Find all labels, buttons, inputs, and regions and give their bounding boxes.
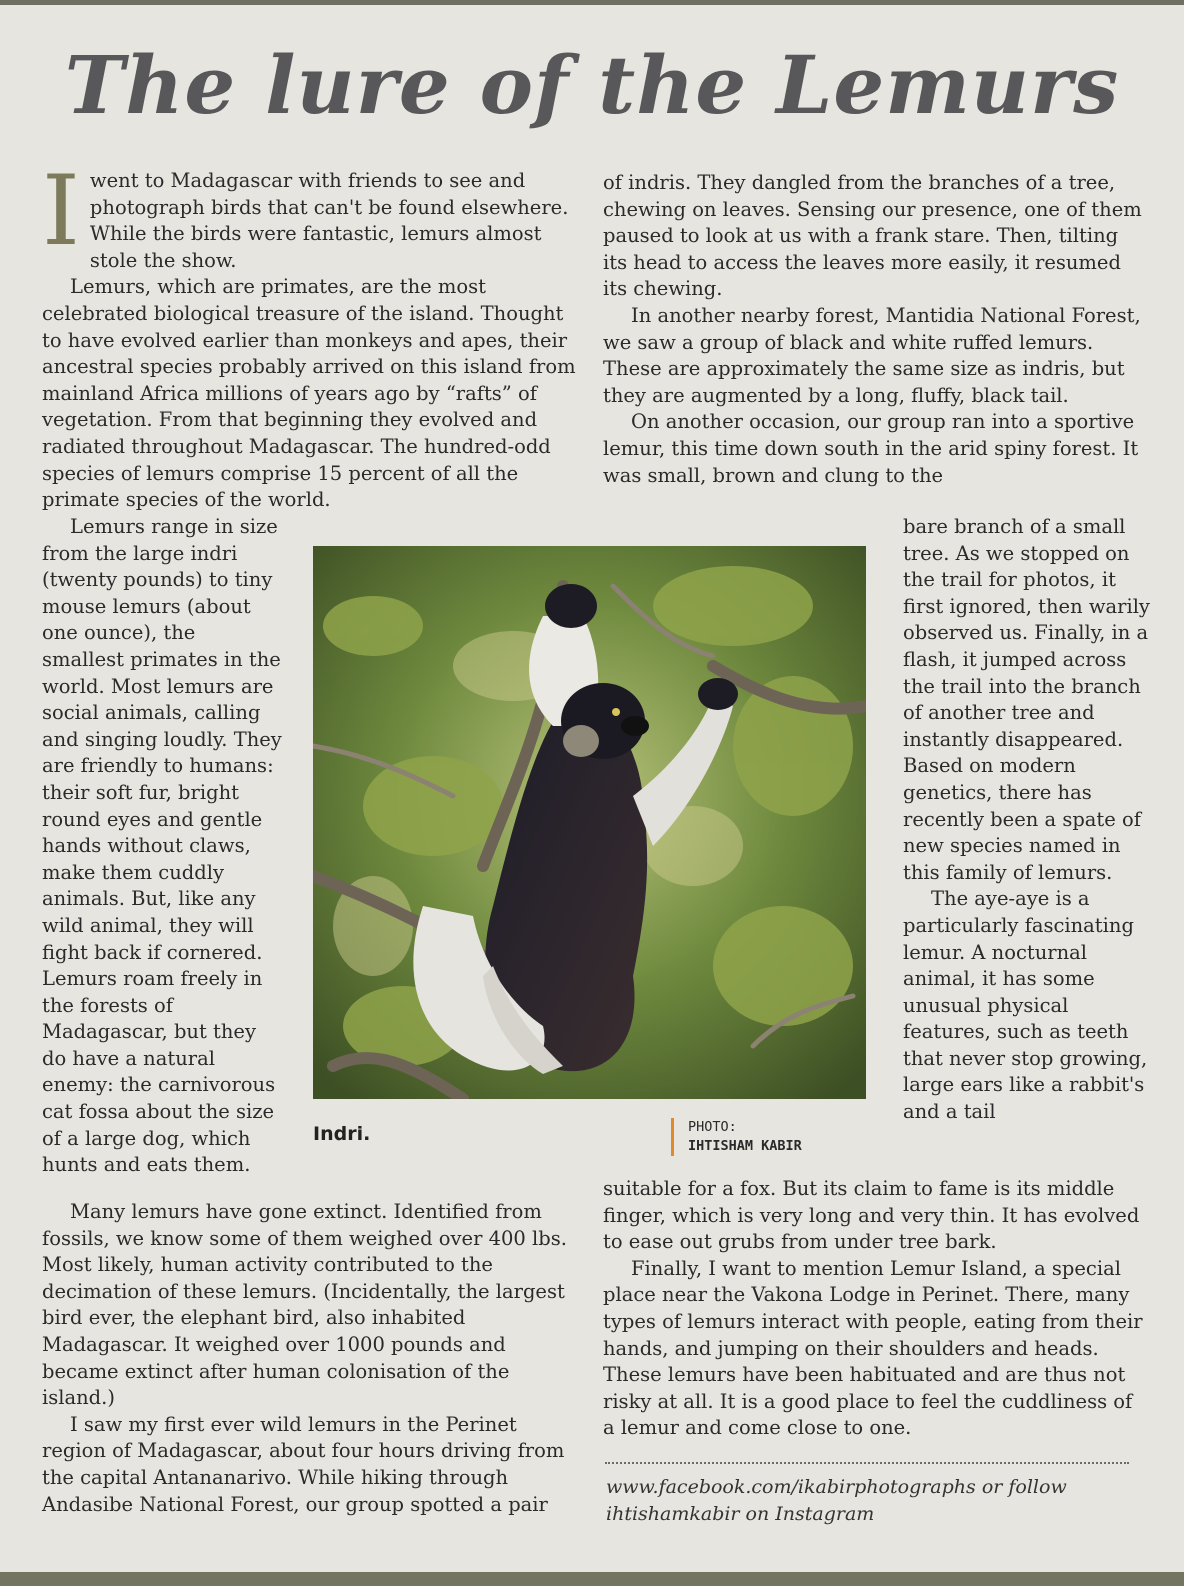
bottom-rule xyxy=(0,1572,1184,1586)
social-footer: www.facebook.com/ikabirphotographs or follow ihtishamkabir on Instagram xyxy=(606,1476,1067,1525)
paragraph: The aye-aye is a particularly fascinating lemur. A nocturnal animal, it has some unusual physical features, such as teeth that never stop growing, large ears like a rabbit's and a tail xyxy=(903,887,1148,1124)
left-narrow-column xyxy=(42,514,282,1179)
paragraph: On another occasion, our group ran into a sportive lemur, this time down south in the arid spiny forest. It was small, brown and clung to the xyxy=(603,410,1139,487)
paragraph: suitable for a fox. But its claim to fame is its middle finger, which is very long and very thin. It has evolved to ease out grubs from under tree bark. xyxy=(603,1177,1140,1254)
drop-cap: I xyxy=(42,155,80,267)
paragraph: bare branch of a small tree. As we stopped on the trail for photos, it first ignored, then warily observed us. Finally, in a flash, it jumped across the trail into the branch of another tree and instantly disappeared. Based on modern genetics, there has recently been a spate of new species named in this family of lemurs. xyxy=(903,515,1150,884)
paragraph: Lemurs, which are primates, are the most celebrated biological treasure of the island. Thought to have evolved earlier than monkeys and apes, their ancestral species probably arrived on this island from mainland Africa millions of years ago by “rafts” of vegetation. From that beginning they evolved and radiated throughout Madagascar. The hundred-odd species of lemurs comprise 15 percent of all the primate species of the world. xyxy=(42,275,576,512)
top-rule xyxy=(0,0,1184,5)
left-column-top xyxy=(42,155,582,514)
article-title: The lure of the Lemurs xyxy=(64,38,1120,132)
intro-paragraph: Iwent to Madagascar with friends to see and photograph birds that can't be found elsewhere. While the birds were fantastic, lemurs almost stole the show. xyxy=(42,155,569,272)
right-column-top xyxy=(603,170,1143,489)
left-column-bottom xyxy=(42,1199,582,1518)
photo-caption: Indri. xyxy=(313,1123,371,1145)
paragraph: I saw my first ever wild lemurs in the Perinet region of Madagascar, about four hours driving from the capital Antananarivo. While hiking through Andasibe National Forest, our group spotted a pair xyxy=(42,1412,565,1516)
paragraph: of indris. They dangled from the branches of a tree, chewing on leaves. Sensing our presence, one of them paused to look at us with a frank stare. Then, tilting its head to access the leaves more easily, it resumed its chewing. xyxy=(603,171,1142,301)
paragraph: Finally, I want to mention Lemur Island, a special place near the Vakona Lodge in Perinet. There, many types of lemurs interact with people, eating from their hands, and jumping on their shoulders and heads. These lemurs have been habituated and are thus not risky at all. It is a good place to feel the cuddliness of a lemur and come close to one. xyxy=(603,1256,1143,1440)
right-narrow-column xyxy=(903,514,1151,1126)
indri-photo xyxy=(313,546,866,1099)
photo-credit xyxy=(671,1118,802,1156)
paragraph: Many lemurs have gone extinct. Identified from fossils, we know some of them weighed over 400 lbs. Most likely, human activity contributed to the decimation of these lemurs. (Incidentally, the largest bird ever, the elephant bird, also inhabited Madagascar. It weighed over 1000 pounds and became extinct after human colonisation of the island.) xyxy=(42,1200,567,1410)
credit-label: PHOTO: xyxy=(688,1119,737,1135)
paragraph: Lemurs range in size from the large indri (twenty pounds) to tiny mouse lemurs (about one ounce), the smallest primates in the world. Most lemurs are social animals, calling and singing loudly. They are friendly to humans: their soft fur, bright round eyes and gentle hands without claws, make them cuddly animals. But, like any wild animal, they will fight back if cornered. Lemurs roam freely in the forests of Madagascar, but they do have a natural enemy: the carnivorous cat fossa about the size of a large dog, which hunts and eats them. xyxy=(42,515,282,1177)
right-column-bottom xyxy=(603,1176,1143,1442)
paragraph: In another nearby forest, Mantidia National Forest, we saw a group of black and white ruffed lemurs. These are approximately the same size as indris, but they are augmented by a long, fluffy, black tail. xyxy=(603,303,1141,407)
footer-divider xyxy=(605,1462,1129,1464)
credit-name: IHTISHAM KABIR xyxy=(688,1138,802,1154)
